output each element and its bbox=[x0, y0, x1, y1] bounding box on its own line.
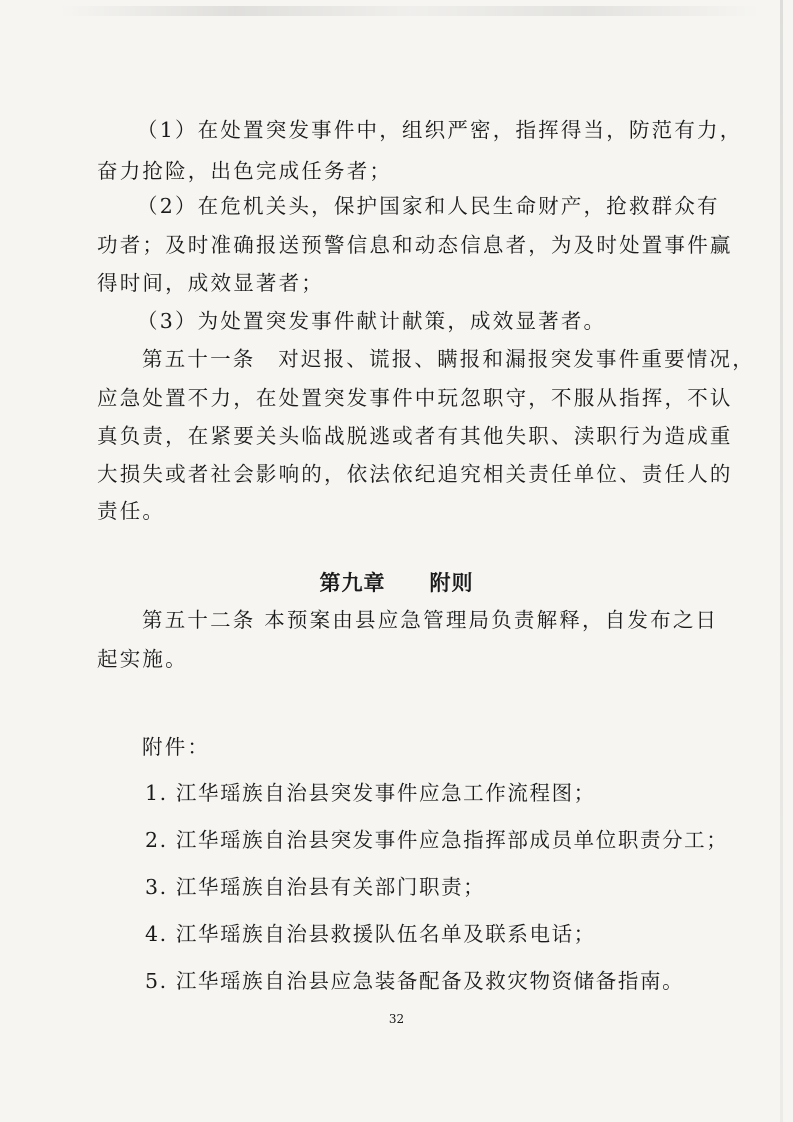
article-51-line: 第五十一条 对迟报、谎报、瞒报和漏报突发事件重要情况， bbox=[142, 347, 755, 371]
attachment-item: 3. 江华瑶族自治县有关部门职责； bbox=[145, 875, 486, 899]
paragraph-line: 得时间，成效显著者； bbox=[97, 271, 324, 295]
paragraph-line: 奋力抢险，出色完成任务者； bbox=[97, 159, 393, 183]
chapter-heading bbox=[0, 567, 793, 597]
article-52-line: 起实施。 bbox=[97, 647, 188, 671]
paragraph-line: （2）在危机关头，保护国家和人民生命财产，抢救群众有 bbox=[137, 194, 720, 218]
article-51-line: 真负责，在紧要关头临战脱逃或者有其他失职、渎职行为造成重 bbox=[97, 424, 733, 448]
chapter-number: 第九章 bbox=[319, 570, 386, 595]
paragraph-line: 功者；及时准确报送预警信息和动态信息者，为及时处置事件赢 bbox=[97, 233, 733, 257]
attachment-item: 5. 江华瑶族自治县应急装备配备及救灾物资储备指南。 bbox=[145, 969, 685, 993]
article-52-line: 第五十二条 本预案由县应急管理局负责解释，自发布之日 bbox=[142, 608, 719, 632]
paragraph-line: （1）在处置突发事件中，组织严密，指挥得当，防范有力， bbox=[137, 118, 743, 142]
scan-top-edge bbox=[60, 6, 760, 16]
attachments-label: 附件： bbox=[142, 735, 211, 759]
article-51-line: 大损失或者社会影响的，依法依纪追究相关责任单位、责任人的 bbox=[97, 462, 733, 486]
article-51-line: 应急处置不力，在处置突发事件中玩忽职守，不服从指挥，不认 bbox=[97, 386, 733, 410]
attachment-item: 4. 江华瑶族自治县救援队伍名单及联系电话； bbox=[145, 922, 596, 946]
article-51-line: 责任。 bbox=[97, 499, 166, 523]
chapter-title: 附则 bbox=[429, 570, 474, 595]
page-number: 32 bbox=[388, 1012, 405, 1026]
paragraph-line: （3）为处置突发事件献计献策，成效显著者。 bbox=[137, 309, 607, 333]
attachment-item: 2. 江华瑶族自治县突发事件应急指挥部成员单位职责分工； bbox=[145, 828, 729, 852]
attachment-item: 1. 江华瑶族自治县突发事件应急工作流程图； bbox=[145, 781, 596, 805]
